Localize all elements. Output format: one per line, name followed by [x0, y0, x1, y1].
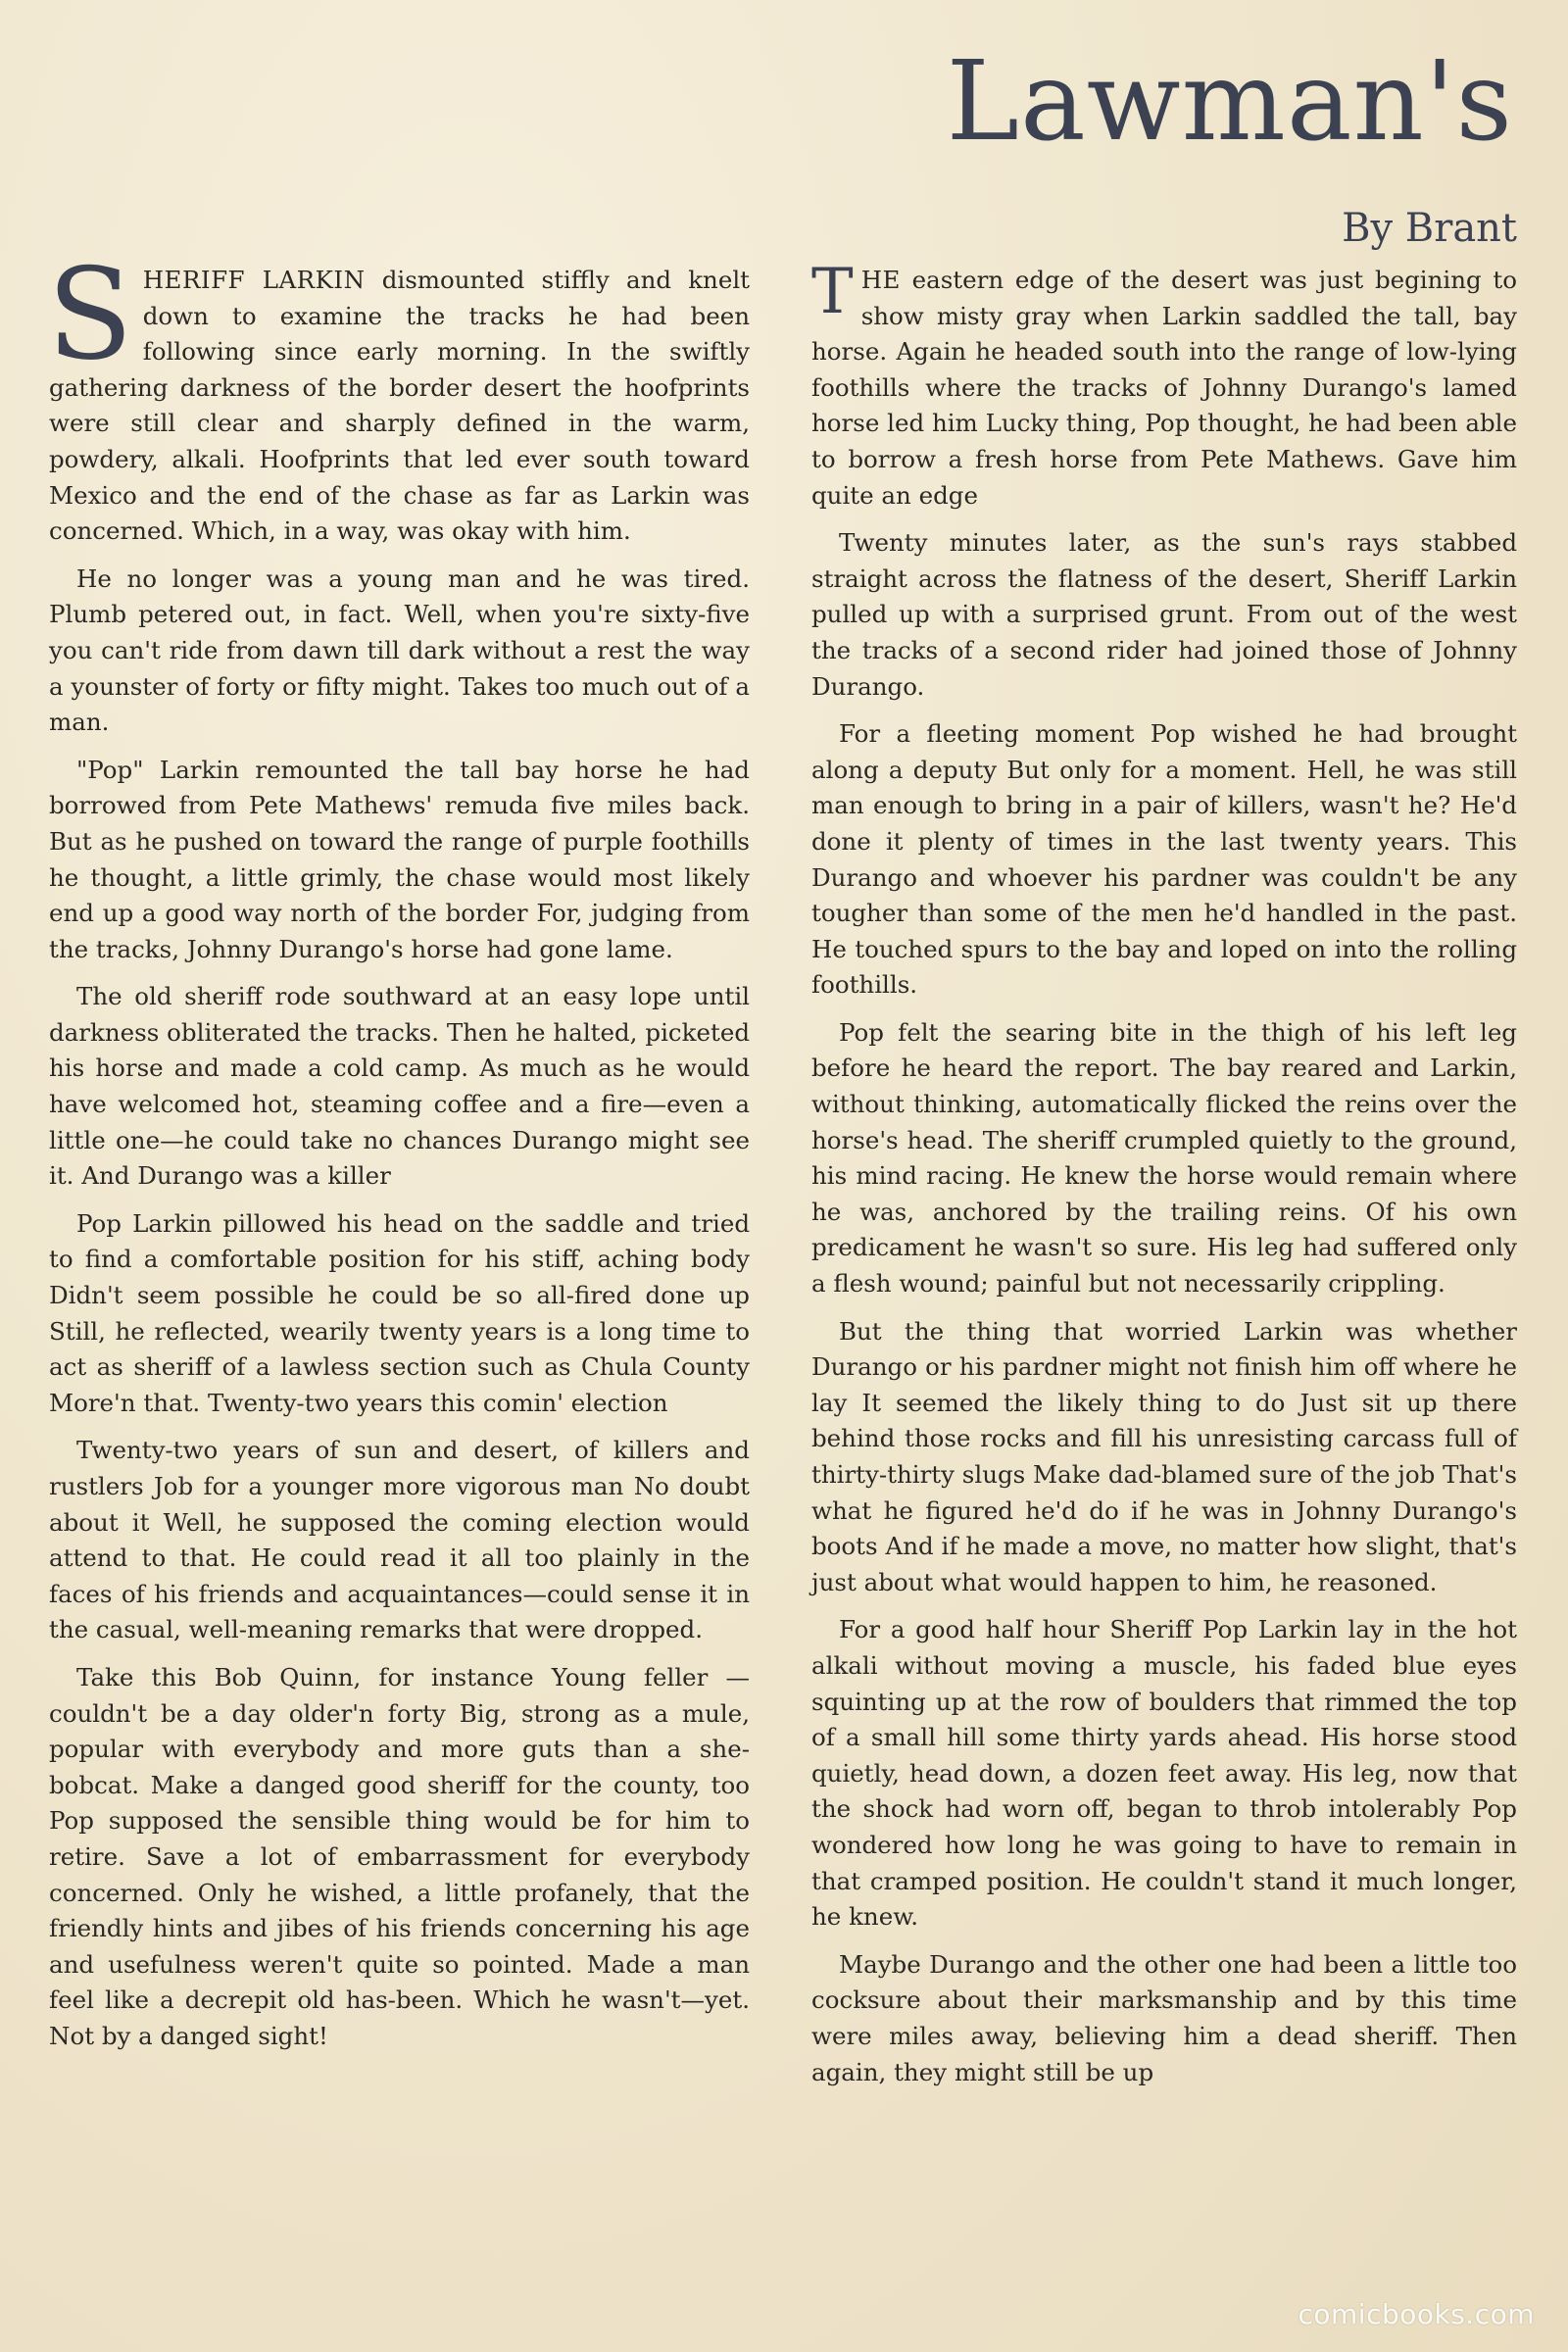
- left-paragraph-0: [47, 242, 750, 550]
- right-paragraph-2: For a fleeting moment Pop wished he had brought along a deputy But only for a moment. Hell, he was still man enough to bring in a pair of killers, wasn't he? He'd done it plenty of times in the last twenty years. This Durango and whoever his pardner was couldn't be any tougher than some of the men he'd handled in the past. He touched spurs to the bay and loped on into the rolling foothills.: [811, 719, 1517, 1000]
- story-title: Lawman's: [946, 38, 1513, 166]
- right-paragraph-6: Maybe Durango and the other one had been a little too cocksure about their marksmanship and by this time were miles away, believing him a dead sheriff. Then again, they might still be up: [811, 1949, 1517, 2086]
- right-column: [811, 256, 1517, 2102]
- paragraph-text: dismounted stiffly and knelt down to examine the tracks he had been following since early morning. In the swiftly gathering darkness of the border desert the hoofprints were still clear and sharply defined in the warm, powdery, alkali. Hoofprints that led ever south toward Mexico and the end of the chase as far as Larkin was concerned. Which, in a way, was okay with him.: [49, 266, 750, 546]
- left-paragraph-6: Take this Bob Quinn, for instance Young feller —couldn't be a day older'n forty Big, strong as a mule, popular with everybody and more guts than a she-bobcat. Make a danged good sheriff for the county, too Pop supposed the sensible thing would be for him to retire. Save a lot of embarrassment for everybody concerned. Only he wished, a little profanely, that the friendly hints and jibes of his friends concerning his age and usefulness weren't quite so pointed. Made a man feel like a decrepit old has-been. Which he wasn't—yet. Not by a danged sight!: [49, 1662, 750, 2050]
- right-paragraph-4: But the thing that worried Larkin was whether Durango or his pardner might not finish him off where he lay It seemed the likely thing to do Just sit up there behind those rocks and fill his unresisting carcass full of thirty-thirty slugs Make dad-blamed sure of the job That's what he figured he'd do if he was in Johnny Durango's boots And if he made a move, no matter how slight, that's just about what would happen to him, he reasoned.: [811, 1316, 1517, 1596]
- right-paragraph-5: For a good half hour Sheriff Pop Larkin lay in the hot alkali without moving a muscle, his faded blue eyes squinting up at the row of boulders that rimmed the top of a small hill some thirty yards ahead. His horse stood quietly, head down, a dozen feet away. His leg, now that the shock had worn off, began to throb intolerably Pop wondered how long he was going to have to remain in that cramped position. He couldn't stand it much longer, he knew.: [811, 1615, 1517, 1932]
- left-paragraph-1: He no longer was a young man and he was tired. Plumb petered out, in fact. Well, when you're sixty-five you can't ride from dawn till dark without a rest the way a younster of forty or fifty might. Takes too much out of a man.: [49, 564, 750, 737]
- right-paragraph-3: Pop felt the searing bite in the thigh of his left leg before he heard the report. The bay reared and Larkin, without thinking, automatically flicked the reins over the horse's head. The sheriff crumpled quietly to the ground, his mind racing. He knew the horse would remain where he was, anchored by the trailing reins. Of his own predicament he wasn't so sure. His leg had suffered only a flesh wound; painful but not necessarily crippling.: [811, 1017, 1517, 1298]
- author-byline: By Brant: [1342, 206, 1517, 251]
- right-paragraph-1: Twenty minutes later, as the sun's rays stabbed straight across the flatness of the desert, Sheriff Larkin pulled up with a surprised grunt. From out of the west the tracks of a second rider had joined those of Johnny Durango.: [811, 528, 1517, 701]
- left-paragraph-4: Pop Larkin pillowed his head on the saddle and tried to find a comfortable position for his stiff, aching body Didn't seem possible he could be so all-fired done up Still, he reflected, wearily twenty years is a long time to act as sheriff of a lawless section such as Chula County More'n that. Twenty-two years this comin' election: [49, 1208, 750, 1417]
- drop-cap-letter: T: [811, 256, 854, 328]
- lead-caps: HERIFF LARKIN: [142, 266, 366, 294]
- lead-caps: HE: [860, 266, 901, 294]
- left-column: [47, 242, 750, 2067]
- left-paragraph-3: The old sheriff rode southward at an easy lope until darkness obliterated the tracks. Then he halted, picketed his horse and made a cold camp. As much as he would have welcomed hot, steaming coffee and a fire—even a little one—he could take no chances Durango might see it. And Durango was a killer: [49, 982, 750, 1191]
- right-paragraph-0: [811, 256, 1517, 514]
- left-paragraph-2: "Pop" Larkin remounted the tall bay horse he had borrowed from Pete Mathews' remuda five miles back. But as he pushed on toward the range of purple foothills he thought, a little grimly, the chase would most likely end up a good way north of the border For, judging from the tracks, Johnny Durango's horse had gone lame.: [49, 755, 750, 963]
- left-paragraph-5: Twenty-two years of sun and desert, of killers and rustlers Job for a younger more vigorous man No doubt about it Well, he supposed the coming election would attend to that. He could read it all too plainly in the faces of his friends and acquaintances—could sense it in the casual, well-meaning remarks that were dropped.: [49, 1436, 750, 1644]
- site-watermark: comicbooks.com: [1298, 2298, 1535, 2330]
- drop-cap-letter: S: [47, 242, 133, 388]
- paragraph-text: eastern edge of the desert was just begining to show misty gray when Larkin saddled the tall, bay horse. Again he headed south into the range of low-lying foothills where the tracks of Johnny Durango's lamed horse led him Lucky thing, Pop thought, he had been able to borrow a fresh horse from Pete Mathews. Gave him quite an edge: [811, 266, 1517, 510]
